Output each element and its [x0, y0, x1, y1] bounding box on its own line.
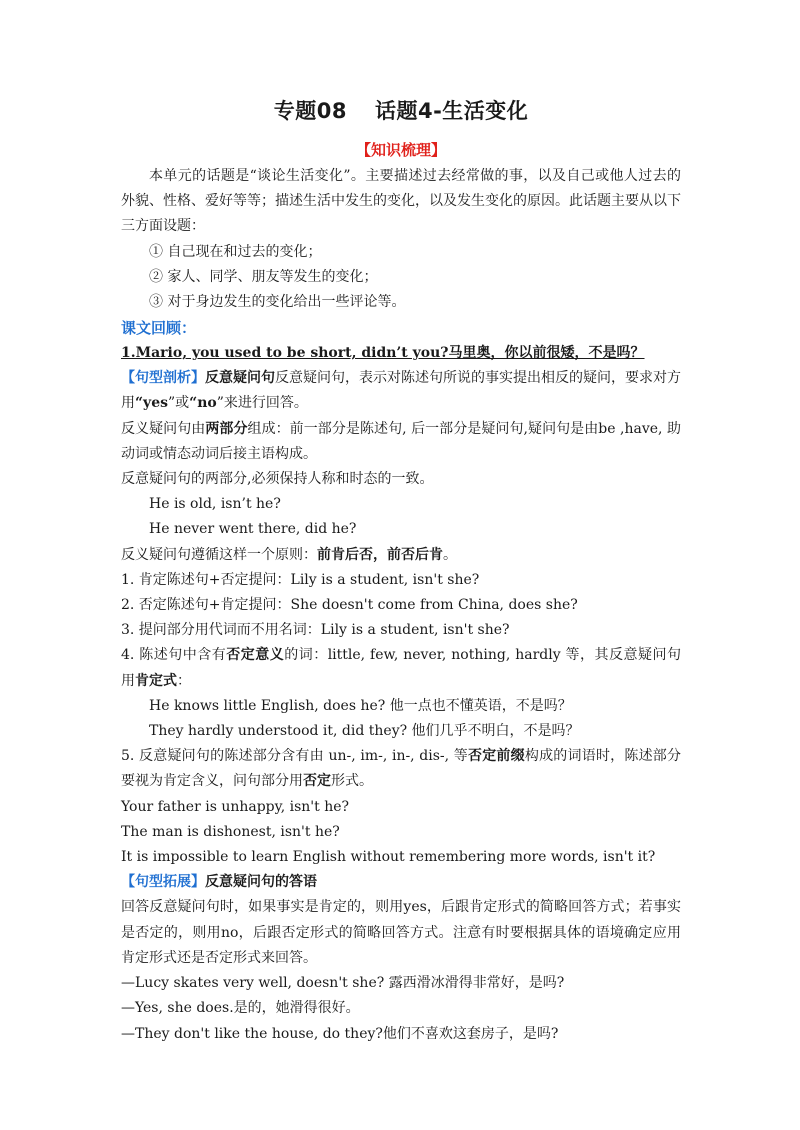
rule-text: ：	[177, 672, 191, 689]
point-item: ② 家人、同学、朋友等发生的变化；	[149, 268, 378, 285]
rule-line: 1. 肯定陈述句+否定提问：Lily is a student, isn't she?	[121, 571, 480, 588]
principle-bold: 前肯后否，前否后肯	[317, 546, 443, 563]
rule-bold: 否定前缀	[468, 748, 525, 765]
rule-bold: 否定意义	[226, 647, 285, 664]
rule-text: 构成的词语时，陈述部分要视为肯定含义，问句部分用	[121, 748, 682, 790]
rule-bold: 否定	[303, 773, 331, 790]
rule-line: 3. 提问部分用代词而不用名词：Lily is a student, isn't she?	[121, 622, 510, 639]
rule-text: 5. 反意疑问句的陈述部分含有由 un-, im-, in-, dis-, 等	[121, 748, 468, 765]
page-title	[121, 95, 681, 125]
example-line: He never went there, did he?	[149, 521, 357, 538]
expansion-heading	[121, 870, 681, 895]
consistency-line: 反意疑问句的两部分,必须保持人称和时态的一致。	[121, 471, 434, 488]
example-line: Your father is unhappy, isn't he?	[121, 798, 350, 815]
rule-text: 形式。	[331, 773, 373, 790]
analysis-or: ”或	[167, 395, 190, 412]
analysis-paragraph	[121, 366, 681, 416]
analysis-text: 反意疑问句，表示对陈述句所说的事实提出相反的疑问，要求对方用	[121, 370, 681, 412]
example-line: He is old, isn’t he?	[149, 496, 281, 513]
expansion-bold: 反意疑问句的答语	[205, 874, 317, 891]
rule-bold: 肯定式	[135, 672, 177, 689]
dialog-line: —They don't like the house, do they?他们不喜欢这套房子，是吗?	[121, 1025, 559, 1042]
composition-text: 反义疑问句由	[121, 420, 206, 437]
intro-paragraph: 本单元的话题是“谈论生活变化”。主要描述过去经常做的事，以及自己或他人过去的外貌、性格、爱好等等；描述生活中发生的变化，以及发生变化的原因。此话题主要从以下三方面设题：	[121, 168, 681, 235]
composition-paragraph	[121, 417, 681, 467]
rule-line	[121, 643, 681, 693]
principle-line	[121, 543, 681, 568]
rule-text: 的词：little, few, never, nothing, hardly 等，其反意疑问句用	[121, 647, 681, 689]
sentence-heading: 1.Mario, you used to be short, didn’t you?马里奥，你以前很矮，不是吗？	[121, 345, 645, 362]
example-line: He knows little English, does he? 他一点也不懂英语，不是吗？	[149, 697, 572, 714]
composition-text: 组成：前一部分是陈述句, 后一部分是疑问句,疑问句是由be ,have, 助动词或情态动词后接主语构成。	[121, 420, 682, 462]
principle-text: 。	[443, 546, 457, 563]
analysis-end: ”来进行回答。	[216, 395, 308, 412]
point-item: ① 自己现在和过去的变化；	[149, 243, 322, 260]
dialog-line: —Yes, she does.是的，她滑得很好。	[121, 1000, 360, 1017]
analysis-tag: 【句型剖析】	[121, 370, 205, 387]
answer-paragraph: 回答反意疑问句时，如果事实是肯定的，则用yes，后跟肯定形式的简略回答方式；若事实是否定的，则用no，后跟否定形式的简略回答方式。注意有时要根据具体的语境确定应用肯定形式还是否定形式来回答。	[121, 899, 681, 966]
principle-text: 反义疑问句遵循这样一个原则：	[121, 546, 317, 563]
expansion-tag: 【句型拓展】	[121, 874, 205, 891]
title-number: 专题08	[273, 99, 347, 123]
example-line: They hardly understood it, did they? 他们几乎不明白，不是吗？	[149, 723, 580, 740]
dialog-line: —Lucy skates very well, doesn't she? 露西滑冰滑得非常好，是吗?	[121, 975, 565, 992]
document-content	[121, 95, 681, 1047]
analysis-yes: “yes	[135, 395, 168, 412]
point-item: ③ 对于身边发生的变化给出一些评论等。	[149, 294, 406, 311]
rule-text: 4. 陈述句中含有	[121, 647, 227, 664]
analysis-bold: 反意疑问句	[205, 370, 275, 387]
rule-line: 2. 否定陈述句+肯定提问：She doesn't come from China, does she?	[121, 597, 578, 614]
title-topic: 话题4-生活变化	[374, 99, 529, 123]
section-heading: 【知识梳理】	[355, 141, 446, 159]
example-line: The man is dishonest, isn't he?	[121, 823, 340, 840]
rule-line	[121, 744, 681, 794]
example-line: It is impossible to learn English without remembering more words, isn't it?	[121, 849, 656, 866]
review-heading: 课文回顾：	[121, 319, 197, 338]
analysis-no: “no	[189, 395, 217, 412]
composition-bold: 两部分	[205, 420, 248, 437]
